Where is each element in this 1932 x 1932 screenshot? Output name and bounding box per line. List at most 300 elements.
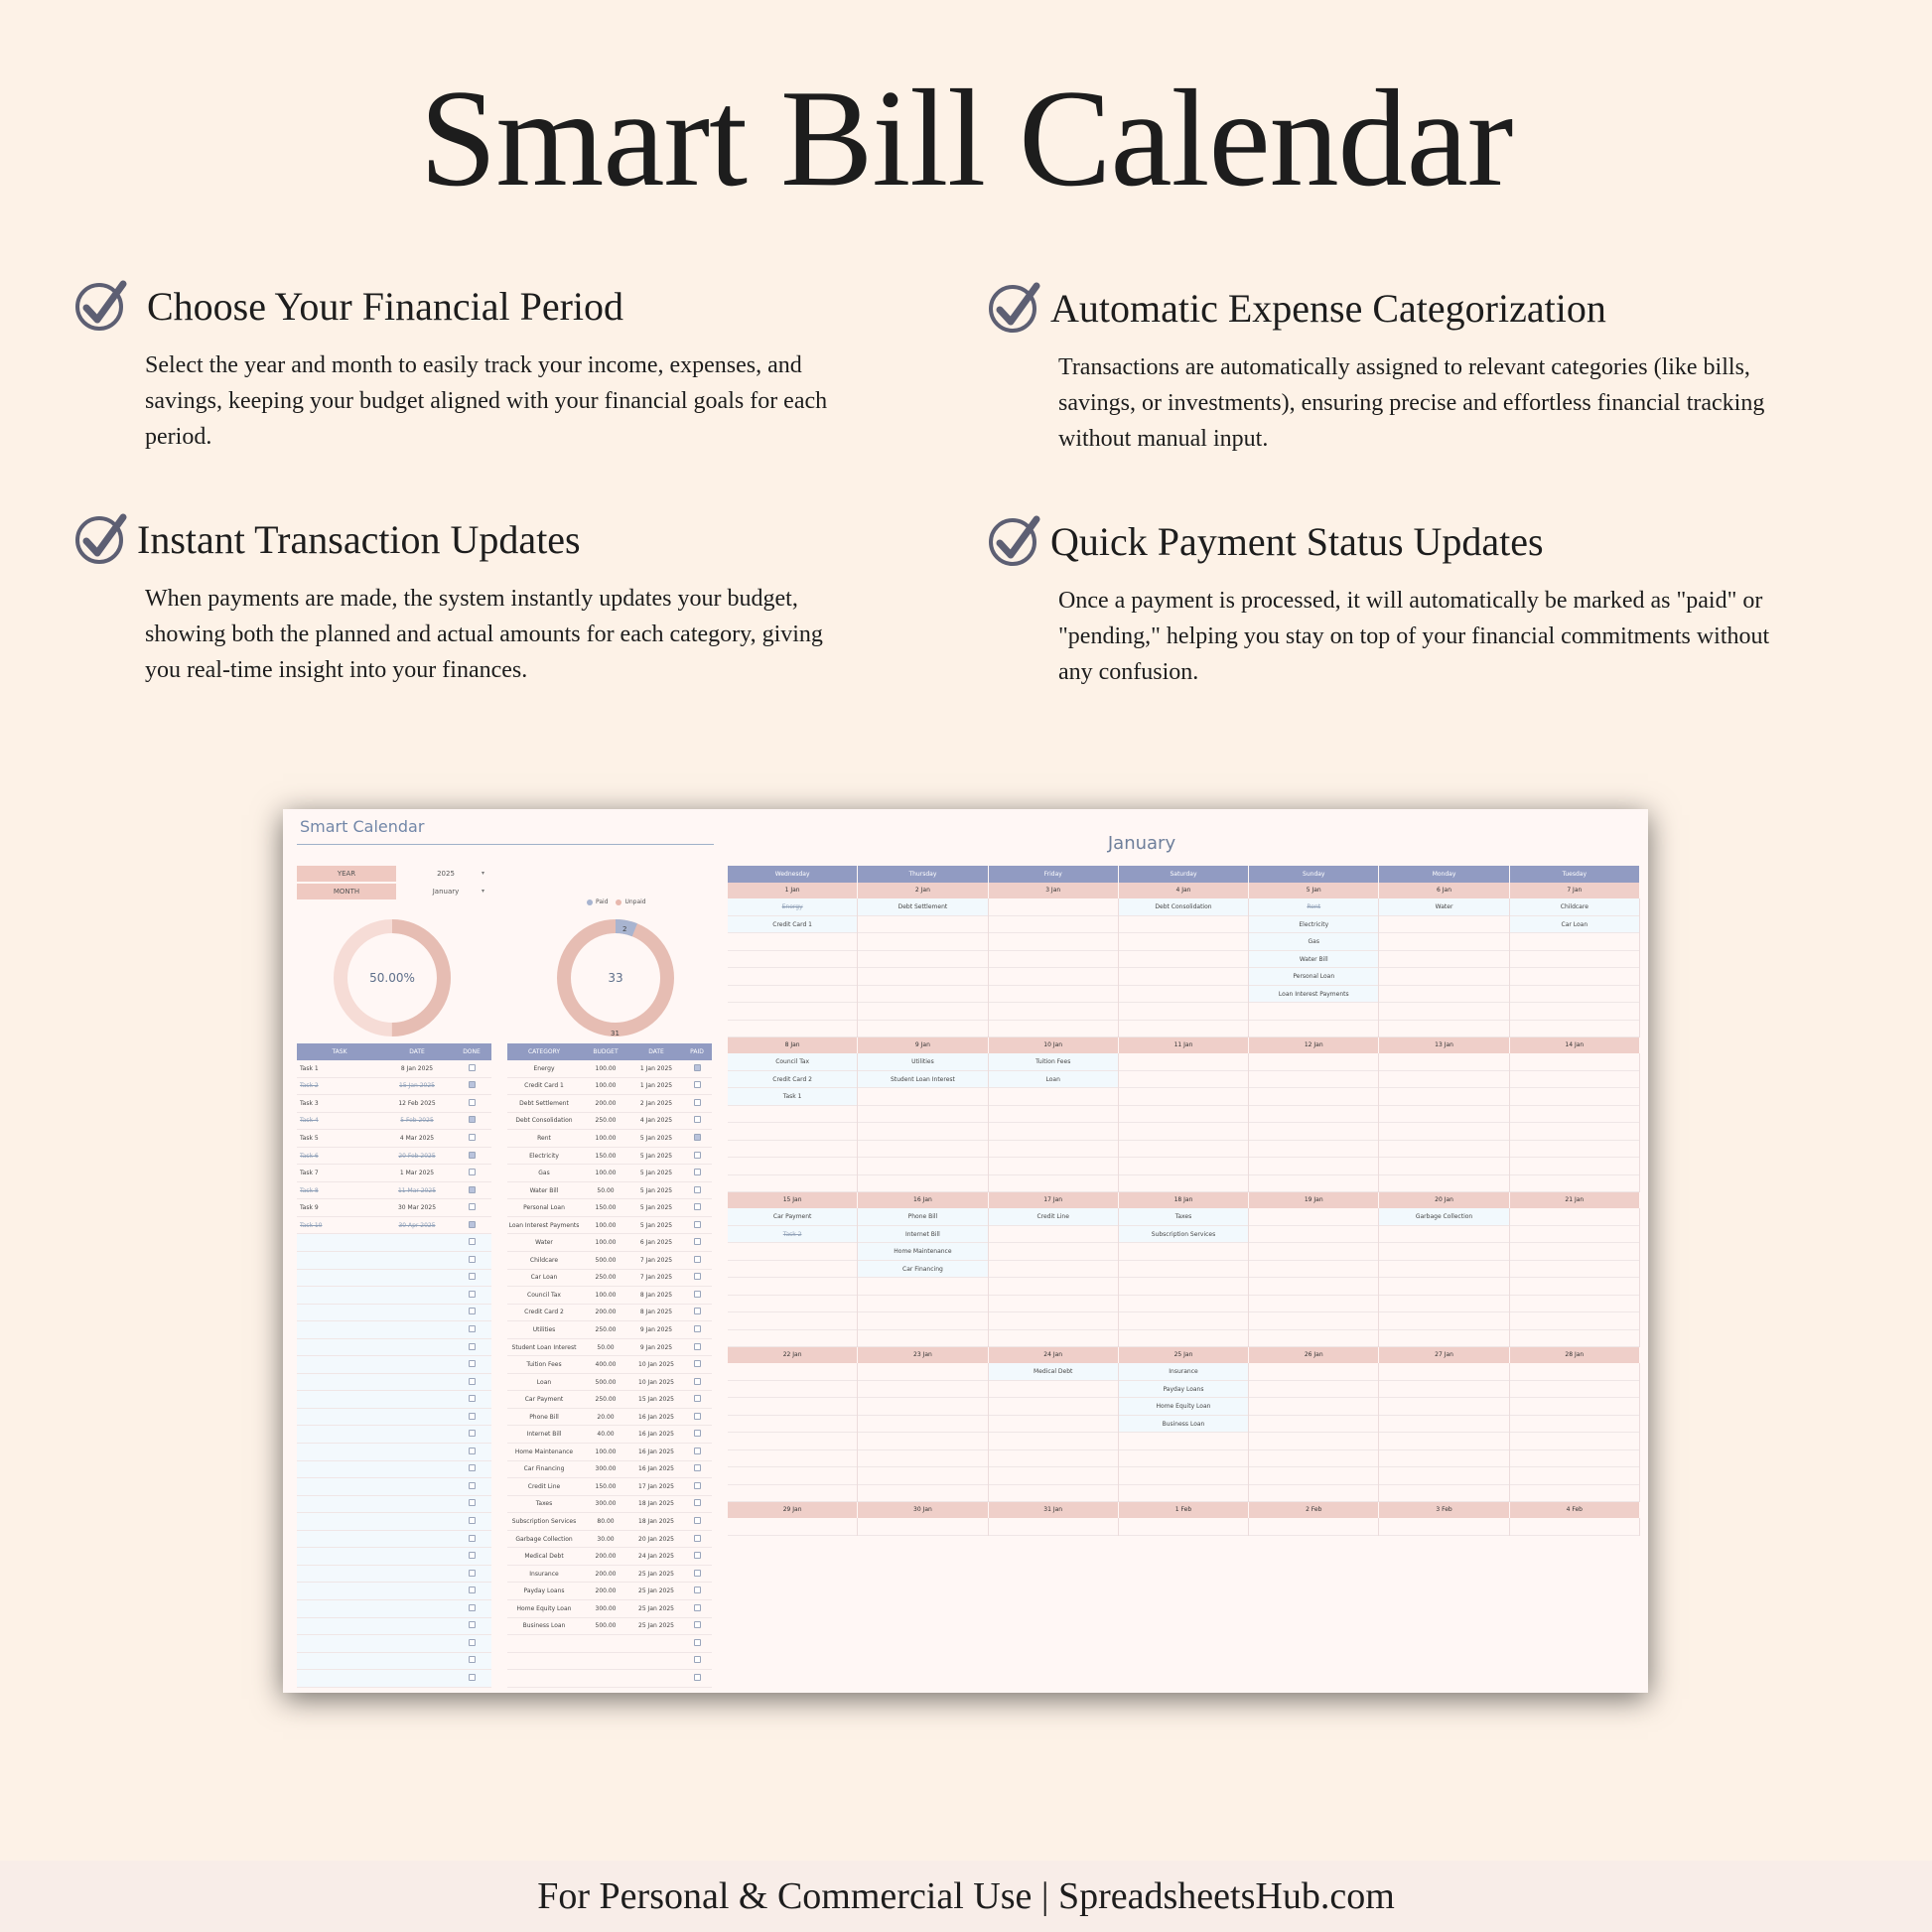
calendar-entry[interactable]: Car Payment: [728, 1208, 857, 1226]
calendar-cell: [858, 1003, 987, 1021]
paid-checkbox[interactable]: [694, 1064, 701, 1071]
done-checkbox[interactable]: [469, 1152, 476, 1159]
paid-checkbox[interactable]: [694, 1674, 701, 1681]
paid-checkbox[interactable]: [694, 1535, 701, 1542]
table-row: [297, 1478, 491, 1496]
category-budget: 20.00: [597, 1413, 615, 1421]
paid-checkbox[interactable]: [694, 1256, 701, 1263]
calendar-entry[interactable]: Internet Bill: [858, 1226, 987, 1244]
category-date: 20 Jan 2025: [638, 1535, 674, 1543]
done-checkbox[interactable]: [469, 1639, 476, 1646]
done-checkbox[interactable]: [469, 1395, 476, 1402]
calendar-cell: [728, 1158, 857, 1175]
calendar-entry[interactable]: Water: [1379, 898, 1508, 916]
weekday-label: Tuesday: [1510, 866, 1640, 883]
table-row: [507, 1252, 712, 1270]
day-column: [1249, 1518, 1379, 1536]
calendar-entry[interactable]: Business Loan: [1119, 1416, 1248, 1434]
calendar-cell: [1379, 1106, 1508, 1124]
day-date: 24 Jan: [989, 1347, 1119, 1363]
done-checkbox[interactable]: [469, 1552, 476, 1559]
table-row: [297, 1531, 491, 1549]
done-checkbox[interactable]: [469, 1308, 476, 1314]
done-checkbox[interactable]: [469, 1221, 476, 1228]
done-checkbox[interactable]: [469, 1499, 476, 1506]
day-column: [1379, 1208, 1509, 1347]
paid-checkbox[interactable]: [694, 1621, 701, 1628]
done-cell: [452, 1169, 491, 1177]
table-row: [507, 1600, 712, 1618]
day-date: 21 Jan: [1510, 1192, 1640, 1208]
table-row: [297, 1653, 491, 1671]
table-row: [297, 1461, 491, 1479]
calendar-cell: [1119, 1003, 1248, 1021]
calendar-cell: [1249, 1296, 1378, 1313]
calendar-cell: [858, 1381, 987, 1399]
paid-checkbox[interactable]: [694, 1152, 701, 1159]
category-date: 7 Jan 2025: [639, 1274, 673, 1282]
category-category: Rent: [537, 1134, 551, 1142]
calendar-cell: [1119, 1330, 1248, 1348]
paid-cell: [682, 1448, 712, 1456]
done-checkbox[interactable]: [469, 1378, 476, 1385]
calendar-cell: [1249, 1467, 1378, 1485]
table-row: [297, 1618, 491, 1636]
paid-checkbox[interactable]: [694, 1203, 701, 1210]
calendar-entry[interactable]: Electricity: [1249, 916, 1378, 934]
spreadsheet-screenshot: [283, 809, 1648, 1693]
calendar-entry[interactable]: Subscription Services: [1119, 1226, 1248, 1244]
done-checkbox[interactable]: [469, 1604, 476, 1611]
calendar-entry[interactable]: Credit Card 2: [728, 1071, 857, 1089]
calendar-cell: [1119, 951, 1248, 969]
category-date: 5 Jan 2025: [639, 1134, 673, 1142]
month-value[interactable]: January: [432, 888, 460, 896]
done-checkbox[interactable]: [469, 1064, 476, 1071]
category-date: 16 Jan 2025: [638, 1413, 674, 1421]
chevron-down-icon[interactable]: ▾: [482, 888, 485, 895]
calendar-cell: [1510, 1071, 1639, 1089]
day-column: [728, 1208, 858, 1347]
calendar-cell: [1119, 1312, 1248, 1330]
calendar-cell: [989, 1381, 1118, 1399]
done-checkbox[interactable]: [469, 1360, 476, 1367]
calendar-entry[interactable]: Personal Loan: [1249, 968, 1378, 986]
done-cell: [452, 1152, 491, 1161]
calendar-entry[interactable]: Debt Settlement: [858, 898, 987, 916]
table-row: [507, 1130, 712, 1148]
table-row: [297, 1566, 491, 1584]
calendar-cell: [1119, 1296, 1248, 1313]
table-row: [297, 1356, 491, 1374]
category-category: Subscription Services: [511, 1517, 577, 1525]
calendar-entry[interactable]: Energy: [728, 898, 857, 916]
calendar-cell: [1510, 933, 1639, 951]
done-cell: [452, 1378, 491, 1387]
done-cell: [452, 1604, 491, 1613]
done-cell: [452, 1639, 491, 1648]
paid-checkbox[interactable]: [694, 1464, 701, 1471]
calendar-cell: [858, 1450, 987, 1468]
calendar-cell: [1249, 1485, 1378, 1503]
calendar-cell: [728, 1450, 857, 1468]
calendar-entry[interactable]: Loan: [989, 1071, 1118, 1089]
calendar-entry[interactable]: Car Loan: [1510, 916, 1639, 934]
done-cell: [452, 1099, 491, 1108]
done-checkbox[interactable]: [469, 1448, 476, 1454]
paid-checkbox[interactable]: [694, 1639, 701, 1646]
done-checkbox[interactable]: [469, 1169, 476, 1175]
calendar-cell: [858, 1088, 987, 1106]
paid-checkbox[interactable]: [694, 1238, 701, 1245]
done-checkbox[interactable]: [469, 1430, 476, 1437]
done-checkbox[interactable]: [469, 1203, 476, 1210]
day-date: 3 Feb: [1379, 1502, 1509, 1518]
calendar-entry[interactable]: Student Loan Interest: [858, 1071, 987, 1089]
paid-checkbox[interactable]: [694, 1517, 701, 1524]
calendar-entry[interactable]: Medical Debt: [989, 1363, 1118, 1381]
table-row: [297, 1391, 491, 1409]
category-category: Car Payment: [524, 1396, 564, 1404]
done-checkbox[interactable]: [469, 1656, 476, 1663]
calendar-entry[interactable]: Task 1: [728, 1088, 857, 1106]
calendar-cell: [728, 1106, 857, 1124]
done-cell: [452, 1464, 491, 1473]
calendar-cell: [858, 916, 987, 934]
paid-cell: [682, 1482, 712, 1491]
paid-checkbox[interactable]: [694, 1343, 701, 1350]
paid-checkbox[interactable]: [694, 1587, 701, 1593]
calendar-cell: [1510, 1243, 1639, 1261]
calendar-cell: [858, 1416, 987, 1434]
checkmark-icon: [989, 513, 1042, 567]
calendar-entry[interactable]: Home Equity Loan: [1119, 1398, 1248, 1416]
category-table: [507, 1043, 712, 1688]
paid-cell: [682, 1604, 712, 1613]
calendar-cell: [728, 968, 857, 986]
paid-cell: [682, 1169, 712, 1177]
day-column: [1119, 1053, 1249, 1192]
calendar-entry[interactable]: Water Bill: [1249, 951, 1378, 969]
calendar-entry[interactable]: Phone Bill: [858, 1208, 987, 1226]
paid-checkbox[interactable]: [694, 1081, 701, 1088]
table-row: [507, 1287, 712, 1305]
week-date-row: [728, 883, 1640, 898]
calendar-cell: [728, 1416, 857, 1434]
table-row: [507, 1321, 712, 1339]
done-checkbox[interactable]: [469, 1464, 476, 1471]
legend-paid: Paid: [596, 898, 609, 905]
paid-checkbox[interactable]: [694, 1482, 701, 1489]
paid-checkbox[interactable]: [694, 1656, 701, 1663]
table-row: [507, 1618, 712, 1636]
calendar-entry[interactable]: Payday Loans: [1119, 1381, 1248, 1399]
calendar-cell: [1510, 968, 1639, 986]
calendar-cell: [989, 1261, 1118, 1279]
calendar-cell: [1510, 1416, 1639, 1434]
table-row: [507, 1409, 712, 1427]
calendar-cell: [989, 1416, 1118, 1434]
calendar-entry[interactable]: Credit Line: [989, 1208, 1118, 1226]
calendar-entry[interactable]: Task 2: [728, 1226, 857, 1244]
paid-cell: [682, 1674, 712, 1683]
done-cell: [452, 1081, 491, 1090]
table-row: [297, 1426, 491, 1444]
paid-checkbox[interactable]: [694, 1116, 701, 1123]
paid-legend-swatch: [587, 899, 593, 905]
chevron-down-icon[interactable]: ▾: [482, 870, 485, 877]
paid-cell: [682, 1413, 712, 1422]
calendar-cell: [1379, 1416, 1508, 1434]
done-checkbox[interactable]: [469, 1674, 476, 1681]
week-grid: [728, 1053, 1640, 1192]
calendar-cell: [858, 1398, 987, 1416]
done-cell: [452, 1621, 491, 1630]
done-cell: [452, 1186, 491, 1195]
paid-checkbox[interactable]: [694, 1430, 701, 1437]
category-date: 9 Jan 2025: [639, 1325, 673, 1333]
done-cell: [452, 1256, 491, 1265]
table-row: [507, 1461, 712, 1479]
category-budget: 150.00: [595, 1152, 617, 1160]
day-date: 26 Jan: [1249, 1347, 1379, 1363]
paid-checkbox[interactable]: [694, 1604, 701, 1611]
calendar-entry[interactable]: Home Maintenance: [858, 1243, 987, 1261]
paid-checkbox[interactable]: [694, 1570, 701, 1577]
category-category: Gas: [538, 1170, 550, 1177]
weekday-label: Monday: [1379, 866, 1509, 883]
calendar-entry[interactable]: Council Tax: [728, 1053, 857, 1071]
done-cell: [452, 1552, 491, 1561]
calendar-entry[interactable]: Gas: [1249, 933, 1378, 951]
calendar-cell: [1379, 1330, 1508, 1348]
done-checkbox[interactable]: [469, 1343, 476, 1350]
calendar-cell: [1119, 1158, 1248, 1175]
done-checkbox[interactable]: [469, 1186, 476, 1193]
done-checkbox[interactable]: [469, 1134, 476, 1141]
day-date: 18 Jan: [1119, 1192, 1249, 1208]
feature-body: When payments are made, the system instantly updates your budget, showing both the planned and actual amounts for each category, giving you real-time insight into your finances.: [145, 586, 823, 683]
done-checkbox[interactable]: [469, 1570, 476, 1577]
calendar-entry[interactable]: Rent: [1249, 898, 1378, 916]
paid-checkbox[interactable]: [694, 1134, 701, 1141]
paid-cell: [682, 1430, 712, 1439]
paid-checkbox[interactable]: [694, 1499, 701, 1506]
calendar-cell: [728, 986, 857, 1004]
table-row: [297, 1496, 491, 1514]
paid-checkbox[interactable]: [694, 1099, 701, 1106]
paid-checkbox[interactable]: [694, 1552, 701, 1559]
paid-checkbox[interactable]: [694, 1308, 701, 1314]
paid-checkbox[interactable]: [694, 1448, 701, 1454]
calendar-entry[interactable]: Credit Card 1: [728, 916, 857, 934]
feature-body: Once a payment is processed, it will automatically be marked as "paid" or "pending," helping you stay on top of your financial commitments without any confusion.: [1058, 588, 1770, 685]
done-checkbox[interactable]: [469, 1517, 476, 1524]
done-checkbox[interactable]: [469, 1482, 476, 1489]
category-category: Water Bill: [529, 1186, 559, 1194]
table-row: [297, 1548, 491, 1566]
table-row: [507, 1426, 712, 1444]
calendar-cell: [1119, 968, 1248, 986]
paid-checkbox[interactable]: [694, 1378, 701, 1385]
paid-cell: [682, 1238, 712, 1247]
done-checkbox[interactable]: [469, 1273, 476, 1280]
paid-checkbox[interactable]: [694, 1221, 701, 1228]
paid-checkbox[interactable]: [694, 1325, 701, 1332]
paid-cell: [682, 1203, 712, 1212]
calendar-cell: [858, 1518, 987, 1536]
paid-checkbox[interactable]: [694, 1395, 701, 1402]
done-checkbox[interactable]: [469, 1081, 476, 1088]
day-date: 12 Jan: [1249, 1037, 1379, 1053]
paid-checkbox[interactable]: [694, 1273, 701, 1280]
table-row: [297, 1217, 491, 1235]
category-category: Insurance: [529, 1570, 559, 1578]
category-budget: 100.00: [595, 1082, 617, 1090]
calendar-cell: [1249, 1243, 1378, 1261]
calendar-cell: [1249, 1175, 1378, 1193]
col-done: DONE: [463, 1048, 481, 1055]
table-row: [297, 1583, 491, 1600]
calendar-cell: [1510, 1175, 1639, 1193]
done-checkbox[interactable]: [469, 1238, 476, 1245]
calendar-cell: [1119, 1450, 1248, 1468]
done-checkbox[interactable]: [469, 1116, 476, 1123]
week-date-row: [728, 1192, 1640, 1208]
table-row: [297, 1670, 491, 1688]
calendar-entry[interactable]: Tuition Fees: [989, 1053, 1118, 1071]
day-date: 25 Jan: [1119, 1347, 1249, 1363]
paid-cell: [682, 1499, 712, 1508]
table-row: [297, 1252, 491, 1270]
calendar-entry[interactable]: Debt Consolidation: [1119, 898, 1248, 916]
calendar-cell: [1510, 1312, 1639, 1330]
col-date: DATE: [409, 1048, 425, 1055]
paid-cell: [682, 1273, 712, 1282]
calendar-cell: [989, 1296, 1118, 1313]
paid-checkbox[interactable]: [694, 1291, 701, 1298]
done-checkbox[interactable]: [469, 1535, 476, 1542]
day-date: 1 Jan: [728, 883, 858, 898]
table-row: [297, 1095, 491, 1113]
done-checkbox[interactable]: [469, 1256, 476, 1263]
table-row: [507, 1165, 712, 1182]
paid-cell: [682, 1186, 712, 1195]
table-row: [297, 1113, 491, 1131]
category-budget: 100.00: [595, 1170, 617, 1177]
table-row: [507, 1531, 712, 1549]
calendar-cell: [1119, 1278, 1248, 1296]
category-category: Credit Card 2: [524, 1309, 564, 1316]
calendar-entry[interactable]: Insurance: [1119, 1363, 1248, 1381]
calendar-entry[interactable]: Taxes: [1119, 1208, 1248, 1226]
category-category: Credit Line: [527, 1482, 561, 1490]
calendar-cell: [728, 951, 857, 969]
paid-cell: [682, 1064, 712, 1073]
calendar-entry[interactable]: Childcare: [1510, 898, 1639, 916]
done-checkbox[interactable]: [469, 1587, 476, 1593]
calendar-cell: [1249, 1106, 1378, 1124]
category-date: 16 Jan 2025: [638, 1448, 674, 1455]
unpaid-count-label: 31: [611, 1030, 620, 1037]
category-date: 4 Jan 2025: [639, 1117, 673, 1125]
weekday-label: Friday: [989, 866, 1119, 883]
paid-checkbox[interactable]: [694, 1169, 701, 1175]
day-column: [1119, 898, 1249, 1037]
day-date: 9 Jan: [858, 1037, 988, 1053]
calendar-cell: [1510, 1330, 1639, 1348]
done-cell: [452, 1116, 491, 1125]
day-date: 1 Feb: [1119, 1502, 1249, 1518]
calendar-cell: [989, 1141, 1118, 1159]
done-cell: [452, 1308, 491, 1316]
done-checkbox[interactable]: [469, 1291, 476, 1298]
paid-cell: [682, 1152, 712, 1161]
task-name: Task 4: [300, 1117, 319, 1125]
task-name: Task 8: [300, 1186, 319, 1194]
calendar-cell: [728, 1312, 857, 1330]
year-value[interactable]: 2025: [437, 870, 455, 878]
paid-cell: [682, 1099, 712, 1108]
category-budget: 250.00: [595, 1396, 617, 1404]
footer: For Personal & Commercial Use | SpreadsheetsHub.com: [0, 1861, 1932, 1932]
legend-unpaid: Unpaid: [624, 898, 646, 905]
bills-paid-donut: [551, 913, 680, 1042]
task-name: Task 2: [300, 1082, 319, 1090]
day-column: [1119, 1518, 1249, 1536]
calendar-entry[interactable]: Utilities: [858, 1053, 987, 1071]
done-checkbox[interactable]: [469, 1621, 476, 1628]
calendar-cell: [989, 1003, 1118, 1021]
calendar-entry[interactable]: Car Financing: [858, 1261, 987, 1279]
day-column: [728, 1363, 858, 1502]
done-checkbox[interactable]: [469, 1099, 476, 1106]
category-date: 15 Jan 2025: [638, 1396, 674, 1404]
table-row: [507, 1478, 712, 1496]
day-date: 14 Jan: [1510, 1037, 1640, 1053]
paid-checkbox[interactable]: [694, 1186, 701, 1193]
day-column: [1510, 898, 1640, 1037]
calendar-cell: [1379, 1278, 1508, 1296]
calendar-cell: [1119, 1071, 1248, 1089]
done-cell: [452, 1238, 491, 1247]
feature-heading: Quick Payment Status Updates: [1050, 519, 1544, 564]
calendar-cell: [1379, 933, 1508, 951]
table-row: [297, 1130, 491, 1148]
calendar-cell: [1249, 1141, 1378, 1159]
calendar-cell: [1510, 1021, 1639, 1038]
calendar-cell: [728, 1433, 857, 1450]
calendar-entry[interactable]: Loan Interest Payments: [1249, 986, 1378, 1004]
paid-checkbox[interactable]: [694, 1413, 701, 1420]
done-checkbox[interactable]: [469, 1413, 476, 1420]
done-cell: [452, 1273, 491, 1282]
paid-checkbox[interactable]: [694, 1360, 701, 1367]
category-budget: 100.00: [595, 1239, 617, 1247]
day-date: 5 Jan: [1249, 883, 1379, 898]
feature-body: Transactions are automatically assigned to relevant categories (like bills, savings, or investments), ensuring precise and effortless financial tracking without manual input.: [1058, 354, 1765, 452]
calendar-entry[interactable]: Garbage Collection: [1379, 1208, 1508, 1226]
calendar-cell: [1119, 1518, 1248, 1536]
calendar-cell: [989, 1123, 1118, 1141]
calendar-cell: [1249, 1071, 1378, 1089]
checkmark-icon: [75, 511, 129, 565]
week-grid: [728, 898, 1640, 1037]
category-category: Payday Loans: [523, 1587, 565, 1595]
table-row: [507, 1635, 712, 1653]
done-checkbox[interactable]: [469, 1325, 476, 1332]
calendar-cell: [1510, 1450, 1639, 1468]
